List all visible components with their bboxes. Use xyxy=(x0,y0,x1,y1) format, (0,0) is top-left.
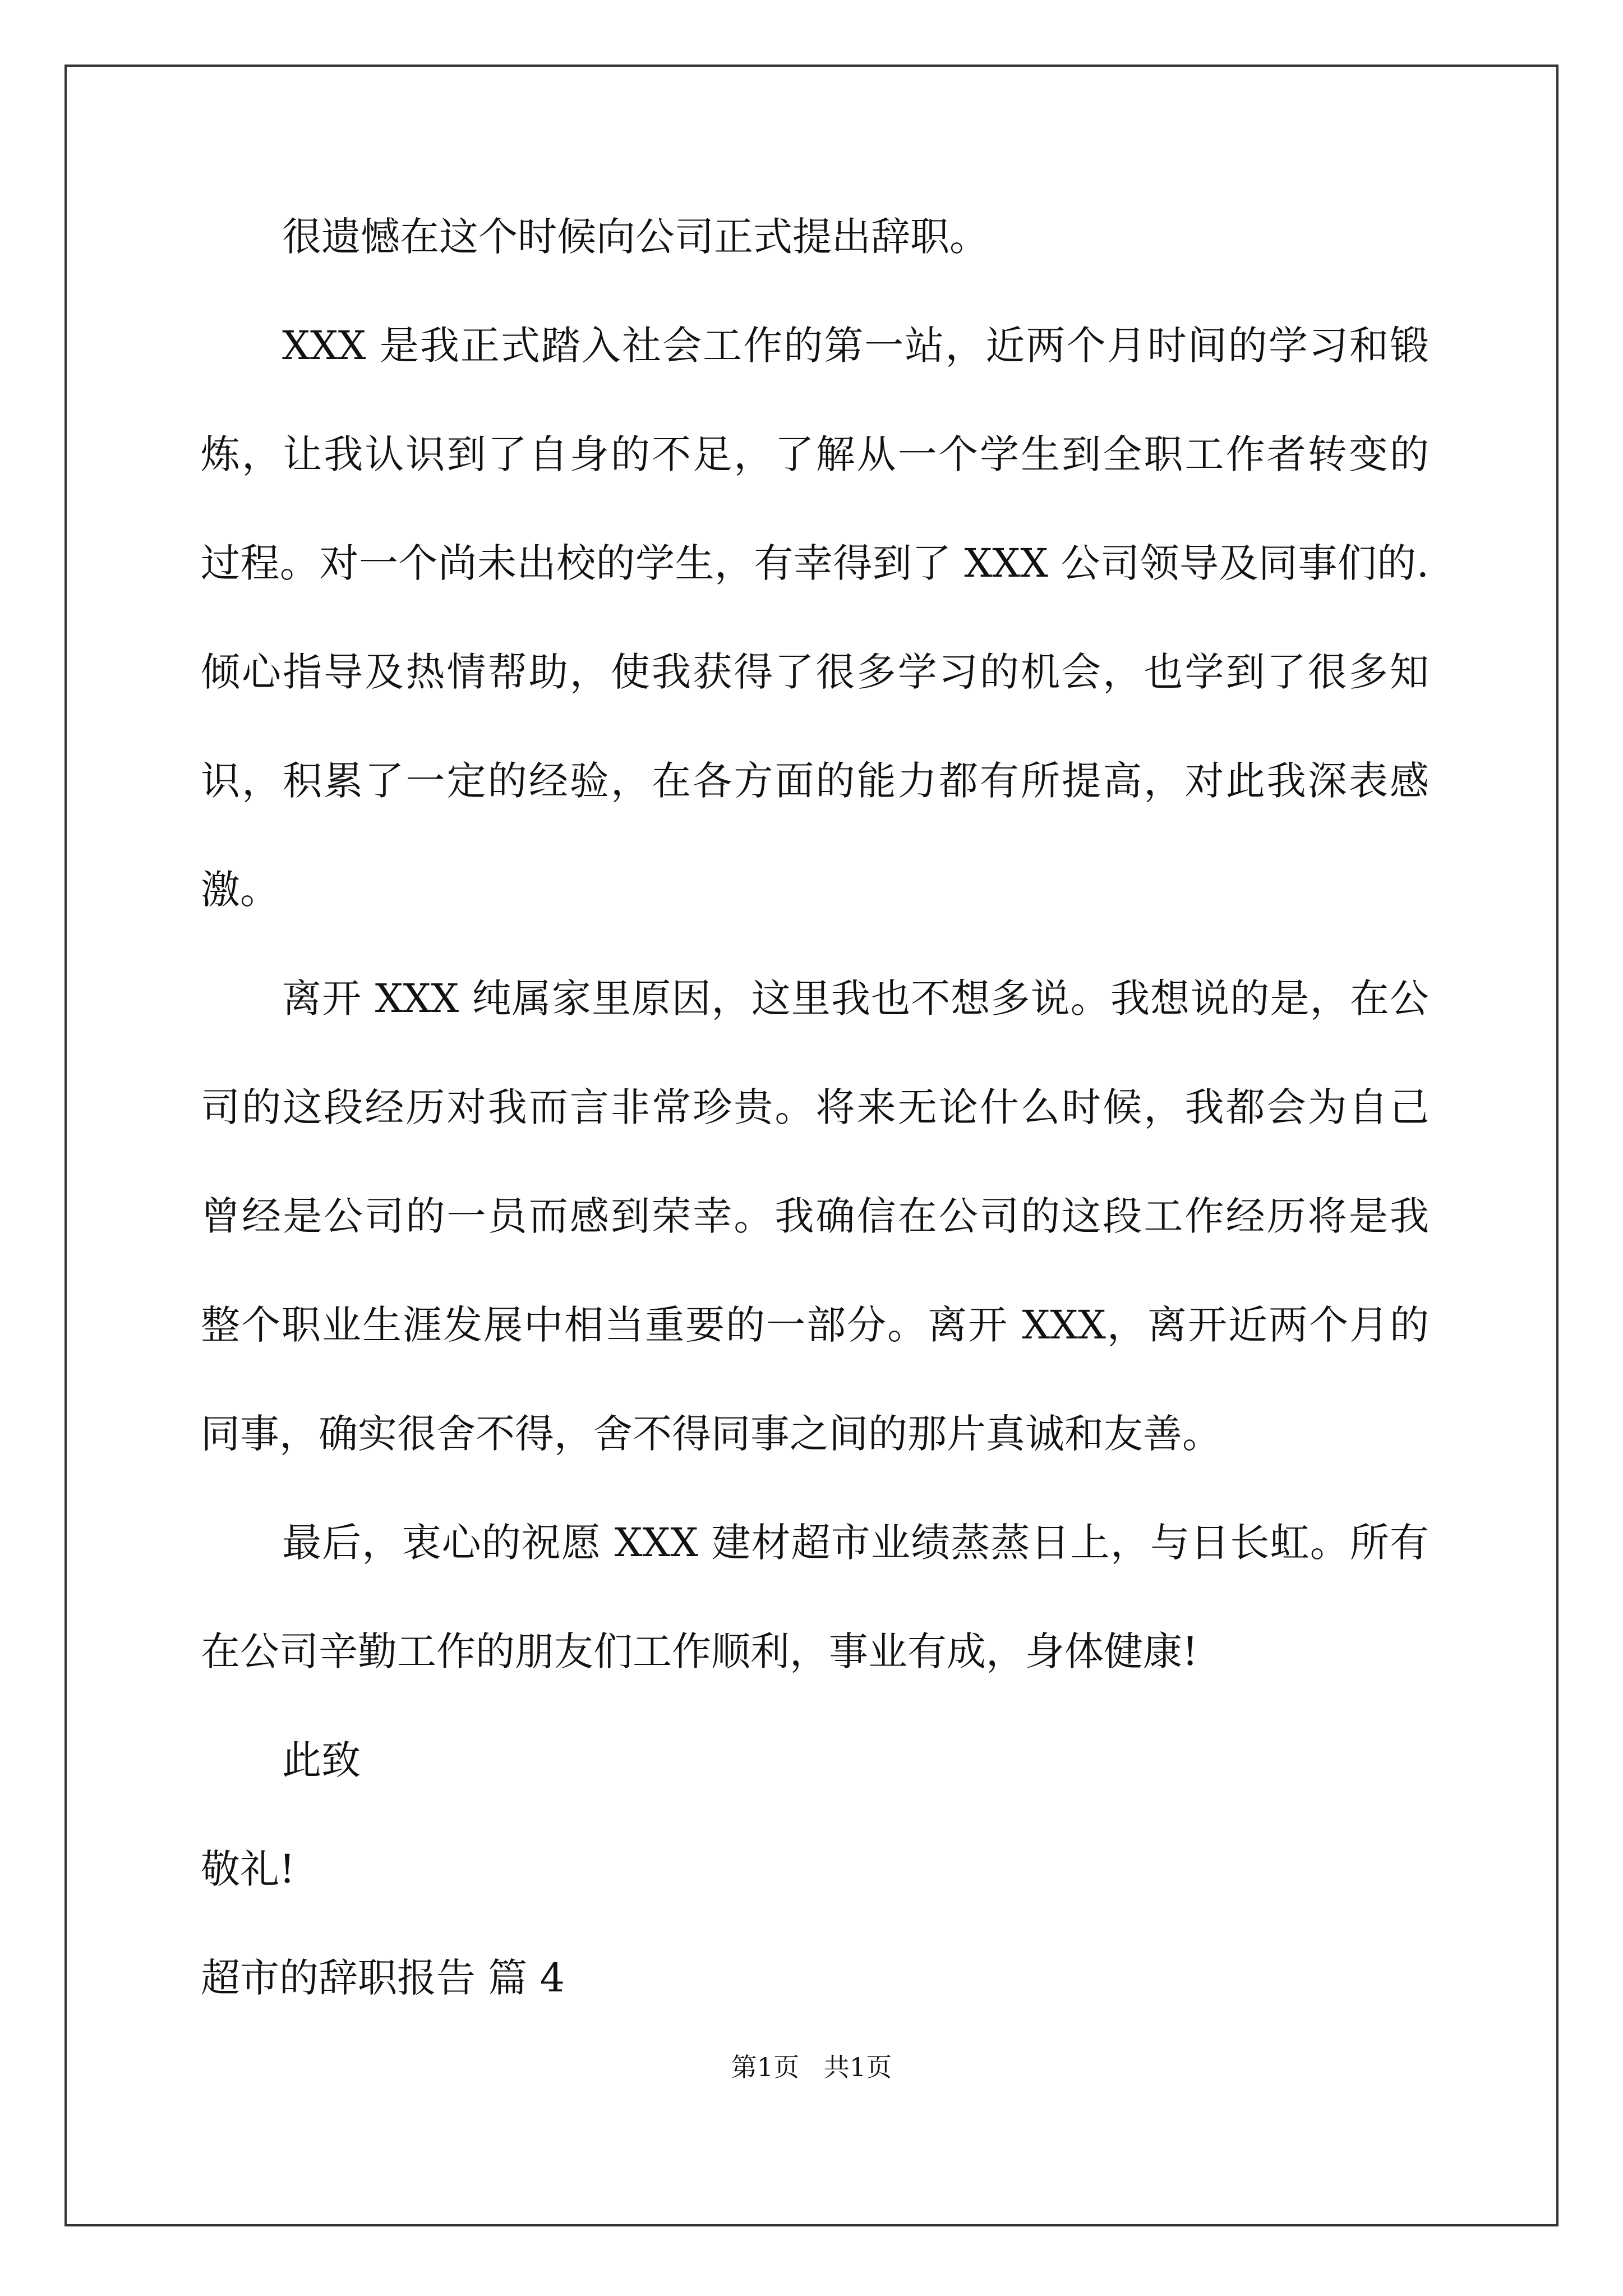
section-heading: 超市的辞职报告 篇 4 xyxy=(201,1955,565,2001)
paragraph-2-line-5: 识，积累了一定的经验，在各方面的能力都有所提高，对此我深表感 xyxy=(201,758,1429,804)
paragraph-2-line-6: 激。 xyxy=(201,867,279,913)
paragraph-3-line-4: 整个职业生涯发展中相当重要的一部分。离开 XXX，离开近两个月的 xyxy=(201,1302,1429,1348)
paragraph-4-line-2: 在公司辛勤工作的朋友们工作顺利，事业有成，身体健康! xyxy=(201,1628,1198,1674)
paragraph-3-line-5: 同事，确实很舍不得，舍不得同事之间的那片真诚和友善。 xyxy=(201,1411,1221,1457)
paragraph-3-line-2: 司的这段经历对我而言非常珍贵。将来无论什么时候，我都会为自己 xyxy=(201,1084,1429,1130)
page-number-footer: 第1页 共1页 xyxy=(731,2052,892,2082)
page-border xyxy=(64,65,1559,2226)
closing-regards: 敬礼! xyxy=(201,1846,296,1892)
paragraph-3-line-3: 曾经是公司的一员而感到荣幸。我确信在公司的这段工作经历将是我 xyxy=(201,1193,1429,1239)
paragraph-4-line-1: 最后，衷心的祝愿 XXX 建材超市业绩蒸蒸日上，与日长虹。所有 xyxy=(282,1520,1429,1566)
paragraph-2-line-4: 倾心指导及热情帮助，使我获得了很多学习的机会，也学到了很多知 xyxy=(201,649,1429,695)
closing-salutation: 此致 xyxy=(282,1737,361,1783)
paragraph-2-line-1: XXX 是我正式踏入社会工作的第一站，近两个月时间的学习和锻 xyxy=(282,323,1429,369)
paragraph-2-line-3: 过程。对一个尚未出校的学生，有幸得到了 XXX 公司领导及同事们的. xyxy=(201,540,1429,586)
paragraph-2-line-2: 炼，让我认识到了自身的不足，了解从一个学生到全职工作者转变的 xyxy=(201,431,1429,477)
paragraph-3-line-1: 离开 XXX 纯属家里原因，这里我也不想多说。我想说的是，在公 xyxy=(282,976,1429,1022)
paragraph-1-line-1: 很遗憾在这个时候向公司正式提出辞职。 xyxy=(282,214,989,260)
